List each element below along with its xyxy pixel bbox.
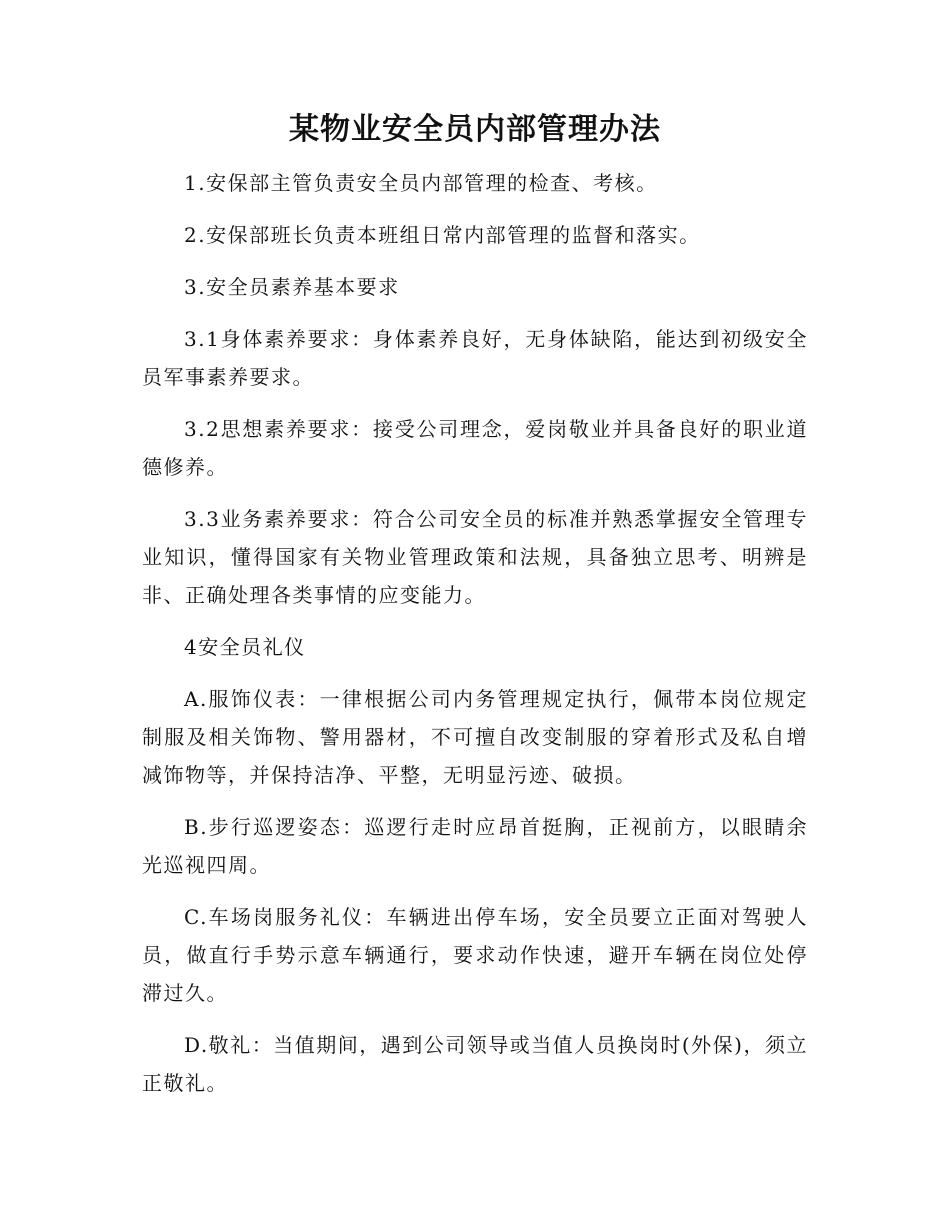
paragraph-3-3: 3.3业务素养要求：符合公司安全员的标准并熟悉掌握安全管理专业知识，懂得国家有关物业管理政策和法规，具备独立思考、明辨是非、正确处理各类事情的应变能力。: [142, 507, 808, 607]
paragraph-4-a: A.服饰仪表：一律根据公司内务管理规定执行，佩带本岗位规定制服及相关饰物、警用器材，不可擅自改变制服的穿着形式及私自增减饰物等，并保持洁净、平整，无明显污迹、破损。: [142, 687, 808, 787]
paragraph-4-b: B.步行巡逻姿态：巡逻行走时应昂首挺胸，正视前方，以眼睛余光巡视四周。: [142, 815, 808, 877]
paragraph-3-1: 3.1身体素养要求：身体素养良好，无身体缺陷，能达到初级安全员军事素养要求。: [142, 327, 808, 389]
paragraph-3-2: 3.2思想素养要求：接受公司理念，爱岗敬业并具备良好的职业道德修养。: [142, 417, 808, 479]
paragraph-3-heading: 3.安全员素养基本要求: [184, 275, 400, 299]
document-title: 某物业安全员内部管理办法: [289, 112, 661, 147]
paragraph-1-2: 2.安保部班长负责本班组日常内部管理的监督和落实。: [184, 223, 701, 247]
paragraph-4-d: D.敬礼：当值期间，遇到公司领导或当值人员换岗时(外保)，须立正敬礼。: [142, 1033, 808, 1095]
paragraph-4-heading: 4安全员礼仪: [184, 635, 306, 659]
paragraph-4-c: C.车场岗服务礼仪：车辆进出停车场，安全员要立正面对驾驶人员，做直行手势示意车辆通行，要求动作快速，避开车辆在岗位处停滞过久。: [142, 905, 808, 1005]
document-page: [142, 108, 808, 1116]
paragraph-1-1: 1.安保部主管负责安全员内部管理的检查、考核。: [184, 171, 658, 195]
